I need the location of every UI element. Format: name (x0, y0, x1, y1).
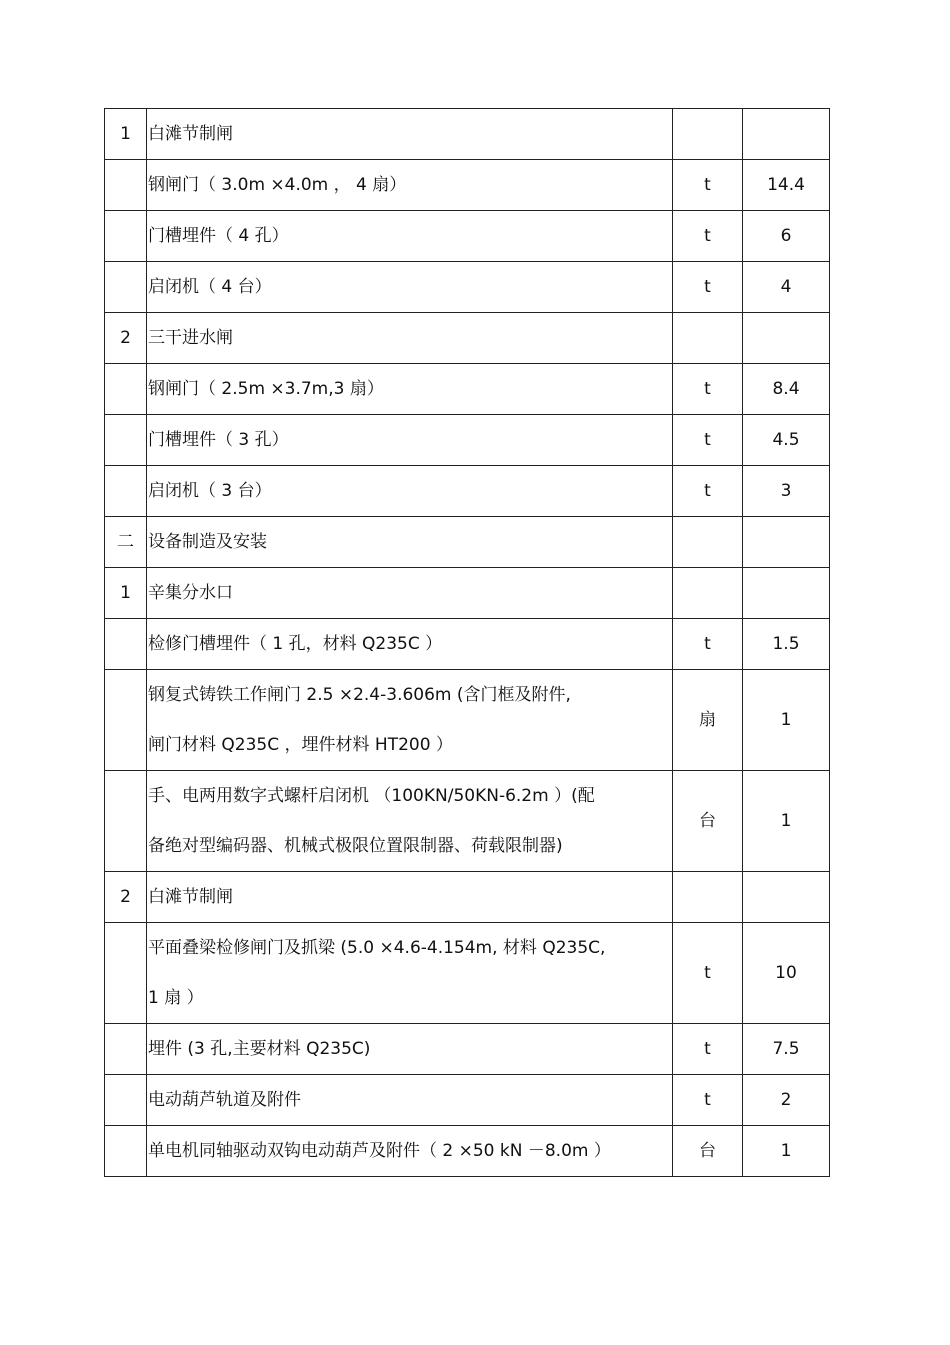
cell-item-name (147, 1024, 673, 1075)
cell-unit (673, 568, 743, 619)
cell-quantity (743, 872, 830, 923)
cell-item-name (147, 1126, 673, 1177)
cell-item-name (147, 1075, 673, 1126)
cell-quantity (743, 109, 830, 160)
item-name-line: 辛集分水口 (148, 583, 233, 603)
cell-quantity: 1.5 (743, 619, 830, 670)
cell-item-number (105, 771, 147, 872)
cell-item-number: 二 (105, 517, 147, 568)
item-name-line: 手、电两用数字式螺杆启闭机 （100KN/50KN-6.2m ）(配 (148, 786, 595, 806)
table-row (105, 872, 830, 923)
table-row (105, 466, 830, 517)
cell-item-number (105, 619, 147, 670)
cell-unit: t (673, 211, 743, 262)
cell-quantity (743, 313, 830, 364)
item-name-line: 电动葫芦轨道及附件 (148, 1090, 301, 1110)
cell-item-name (147, 517, 673, 568)
item-name-line: 钢复式铸铁工作闸门 2.5 ×2.4-3.606m (含门框及附件, (148, 685, 571, 705)
table-row (105, 415, 830, 466)
table-row (105, 619, 830, 670)
item-name-line: 设备制造及安装 (148, 532, 267, 552)
item-name-line: 钢闸门（ 3.0m ×4.0m ， 4 扇） (148, 175, 407, 195)
table-row (105, 262, 830, 313)
item-name-line: 单电机同轴驱动双钩电动葫芦及附件（ 2 ×50 kN －8.0m ） (148, 1141, 611, 1161)
cell-item-number (105, 160, 147, 211)
cell-quantity: 4.5 (743, 415, 830, 466)
cell-quantity: 4 (743, 262, 830, 313)
cell-item-number (105, 1126, 147, 1177)
cell-item-number (105, 415, 147, 466)
cell-item-name (147, 211, 673, 262)
item-name-line: 启闭机（ 3 台） (148, 481, 272, 501)
table-row (105, 211, 830, 262)
cell-unit: t (673, 160, 743, 211)
table-row (105, 670, 830, 771)
cell-unit: t (673, 466, 743, 517)
cell-item-name (147, 923, 673, 1024)
cell-quantity: 3 (743, 466, 830, 517)
item-name-line: 备绝对型编码器、机械式极限位置限制器、荷载限制器) (148, 836, 563, 856)
table-row (105, 109, 830, 160)
cell-quantity: 8.4 (743, 364, 830, 415)
cell-unit: t (673, 262, 743, 313)
equipment-quantity-table (104, 108, 830, 1177)
cell-quantity: 6 (743, 211, 830, 262)
table-row (105, 1126, 830, 1177)
cell-item-number (105, 670, 147, 771)
cell-unit: 扇 (673, 670, 743, 771)
cell-unit (673, 517, 743, 568)
cell-item-number: 2 (105, 872, 147, 923)
cell-item-name (147, 872, 673, 923)
table-row (105, 160, 830, 211)
item-name-line: 门槽埋件（ 4 孔） (148, 226, 289, 246)
cell-item-number: 2 (105, 313, 147, 364)
item-name-line: 三干进水闸 (148, 328, 233, 348)
cell-item-number (105, 1024, 147, 1075)
cell-item-number (105, 364, 147, 415)
table-row (105, 923, 830, 1024)
cell-unit: t (673, 1024, 743, 1075)
table-row (105, 517, 830, 568)
cell-item-name (147, 160, 673, 211)
item-name-line: 检修门槽埋件（ 1 孔，材料 Q235C ） (148, 634, 443, 654)
cell-quantity: 1 (743, 771, 830, 872)
cell-quantity: 1 (743, 1126, 830, 1177)
cell-item-name (147, 262, 673, 313)
cell-unit (673, 109, 743, 160)
cell-item-name (147, 415, 673, 466)
cell-item-number (105, 262, 147, 313)
cell-item-name (147, 313, 673, 364)
cell-item-name (147, 619, 673, 670)
item-name-line: 白滩节制闸 (148, 124, 233, 144)
cell-item-name (147, 670, 673, 771)
table-row (105, 1024, 830, 1075)
cell-unit: t (673, 619, 743, 670)
table-row (105, 364, 830, 415)
table-row (105, 1075, 830, 1126)
cell-unit: t (673, 415, 743, 466)
table-row (105, 771, 830, 872)
cell-unit: t (673, 923, 743, 1024)
item-name-line: 启闭机（ 4 台） (148, 277, 272, 297)
cell-item-number: 1 (105, 568, 147, 619)
cell-item-name (147, 568, 673, 619)
cell-unit: t (673, 1075, 743, 1126)
item-name-line: 闸门材料 Q235C ，埋件材料 HT200 ） (148, 735, 453, 755)
cell-quantity: 7.5 (743, 1024, 830, 1075)
cell-quantity: 2 (743, 1075, 830, 1126)
cell-quantity: 10 (743, 923, 830, 1024)
table-row (105, 568, 830, 619)
table-body (105, 109, 830, 1177)
cell-quantity (743, 568, 830, 619)
cell-unit: 台 (673, 771, 743, 872)
cell-item-number: 1 (105, 109, 147, 160)
item-name-line: 钢闸门（ 2.5m ×3.7m,3 扇） (148, 379, 384, 399)
cell-item-number (105, 923, 147, 1024)
cell-item-name (147, 109, 673, 160)
cell-item-name (147, 466, 673, 517)
cell-item-name (147, 771, 673, 872)
cell-item-number (105, 211, 147, 262)
item-name-line: 门槽埋件（ 3 孔） (148, 430, 289, 450)
cell-quantity (743, 517, 830, 568)
item-name-line: 1 扇 ） (148, 988, 204, 1008)
cell-quantity: 1 (743, 670, 830, 771)
cell-quantity: 14.4 (743, 160, 830, 211)
cell-item-name (147, 364, 673, 415)
item-name-line: 平面叠梁检修闸门及抓梁 (5.0 ×4.6-4.154m, 材料 Q235C, (148, 938, 606, 958)
item-name-line: 白滩节制闸 (148, 887, 233, 907)
cell-item-number (105, 1075, 147, 1126)
cell-unit (673, 872, 743, 923)
cell-unit (673, 313, 743, 364)
cell-unit: 台 (673, 1126, 743, 1177)
item-name-line: 埋件 (3 孔,主要材料 Q235C) (148, 1039, 371, 1059)
cell-item-number (105, 466, 147, 517)
cell-unit: t (673, 364, 743, 415)
table-row (105, 313, 830, 364)
